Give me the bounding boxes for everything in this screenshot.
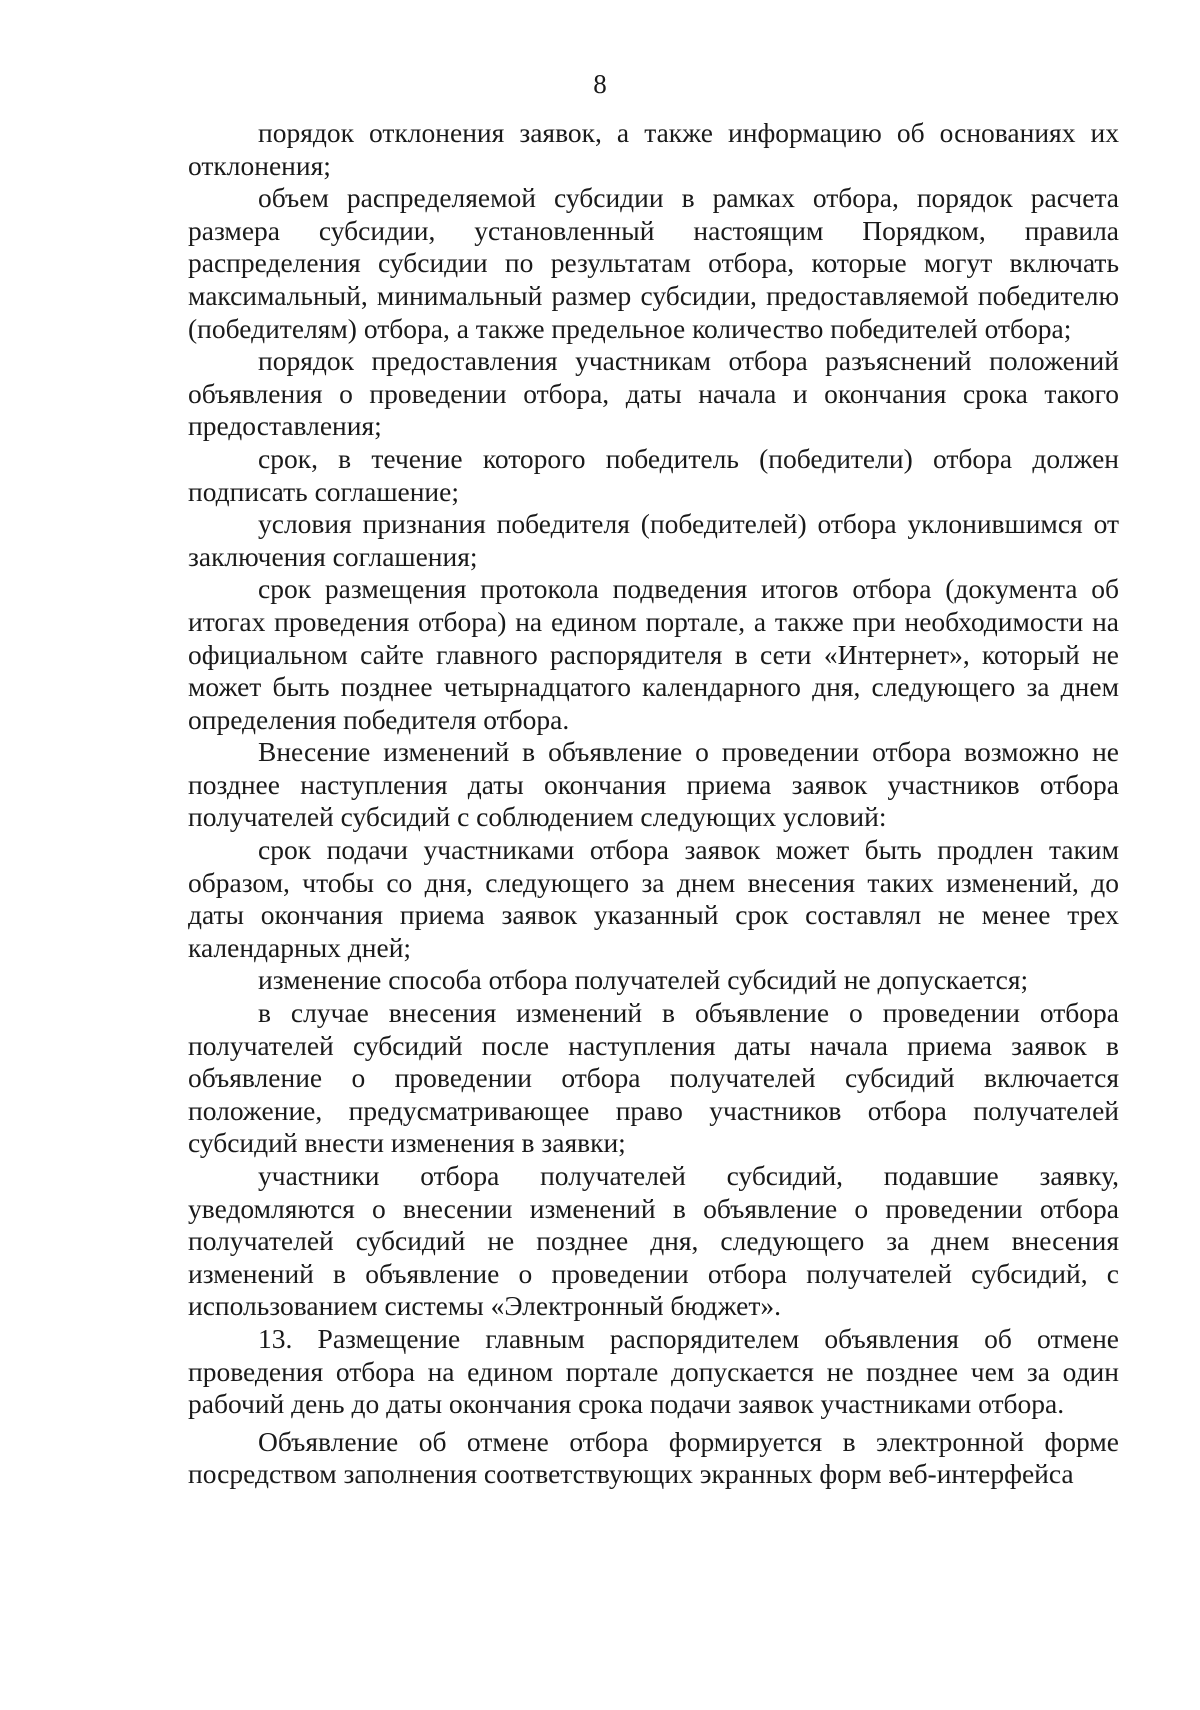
paragraph-rejection-procedure: порядок отклонения заявок, а также информацию об основаниях их отклонения; [188,117,1119,181]
paragraph-deadline-extension: срок подачи участниками отбора заявок может быть продлен таким образом, чтобы со дня, следующего за днем внесения таких изменений, до даты окончания приема заявок указанный срок составлял не менее трех календарных дней; [188,834,1119,963]
paragraph-section-13: 13. Размещение главным распорядителем объявления об отмене проведения отбора на едином портале допускается не позднее чем за один рабочий день до даты окончания срока подачи заявок участниками отбора. [188,1322,1119,1420]
paragraph-participant-notification: участники отбора получателей субсидий, подавшие заявку, уведомляются о внесении изменений в объявление о проведении отбора получателей субсидий не позднее дня, следующего за днем внесения изменений в объявление о проведении отбора получателей субсидий, с использованием системы «Электронный бюджет». [188,1160,1119,1322]
paragraph-changes-after-start: в случае внесения изменений в объявление о проведении отбора получателей субсидий после наступления даты начала приема заявок в объявление о проведении отбора получателей субсидий включается положение, предусматривающее право участников отбора получателей субсидий внести изменения в заявки; [188,997,1119,1159]
page-number: 8 [593,69,607,99]
document-body [188,117,1119,1491]
paragraph-method-change: изменение способа отбора получателей субсидий не допускается; [258,964,1029,996]
paragraph-subsidy-volume: объем распределяемой субсидии в рамках отбора, порядок расчета размера субсидии, установленный настоящим Порядком, правила распределения субсидии по результатам отбора, которые могут включать максимальный, минимальный размер субсидии, предоставляемой победителю (победителям) отбора, а также предельное количество победителей отбора; [188,182,1119,344]
paragraph-protocol-placement: срок размещения протокола подведения итогов отбора (документа об итогах проведения отбора) на едином портале, а также при необходимости на официальном сайте главного распорядителя в сети «Интернет», который не может быть позднее четырнадцатого календарного дня, следующего за днем определения победителя отбора. [188,573,1119,735]
paragraph-evasion-conditions: условия признания победителя (победителей) отбора уклонившимся от заключения соглашения; [188,508,1119,572]
paragraph-clarifications: порядок предоставления участникам отбора разъяснений положений объявления о проведении отбора, даты начала и окончания срока такого предоставления; [188,345,1119,442]
paragraph-signing-term: срок, в течение которого победитель (победители) отбора должен подписать соглашение; [188,442,1119,507]
paragraph-announcement-changes: Внесение изменений в объявление о проведении отбора возможно не позднее наступления даты окончания приема заявок участников отбора получателей субсидий с соблюдением следующих условий: [188,736,1119,833]
paragraph-cancellation-form: Объявление об отмене отбора формируется в электронной форме посредством заполнения соответствующих экранных форм веб-интерфейса [188,1425,1119,1490]
